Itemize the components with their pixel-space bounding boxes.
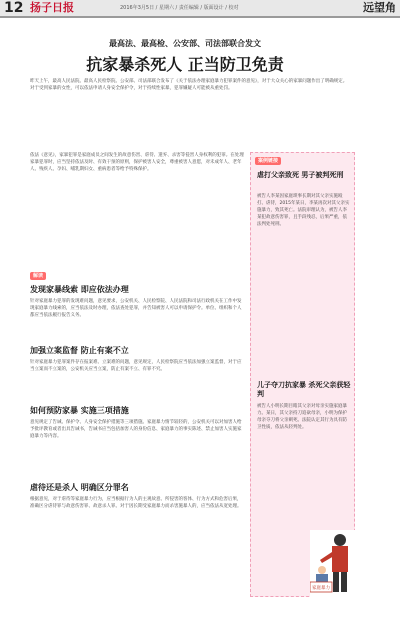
figure-head <box>334 534 346 546</box>
case-title-2: 儿子夺刀抗家暴 杀死父亲获轻判 <box>257 381 351 398</box>
case-text-1: 被告人李某因家庭琐事长期对其父亲实施殴打、虐待，2015年某日，李某再次对其父亲实施暴力，致其死亡。法院审理认为，被告人李某犯故意伤害罪，且手段残忍，后果严重，依法判处死刑。 <box>257 194 350 227</box>
section-text-1: 针对家庭暴力犯罪的发现难问题，意见要求，公安机关、人民检察院、人民法院和司法行政机关在工作中发现家庭暴力线索的，应当依法及时办理，依法查处犯罪，并告知被害人可以申请保护令。单位、组织和个人都应当依法履行报告义务。 <box>30 299 242 318</box>
section-heading-3: 如何预防家暴 实施三项措施 <box>30 406 129 415</box>
headline: 抗家暴杀死人 正当防卫免责 <box>86 55 284 74</box>
page-number: 12 <box>4 0 24 16</box>
section-heading-1: 发现家暴线索 即应依法办理 <box>30 285 129 294</box>
over-title: 最高法、最高检、公安部、司法部联合发文 <box>109 39 261 48</box>
section-name: 远望角 <box>363 1 396 14</box>
header-meta: 2016年3月5日 / 星期六 / 责任编辑 / 版面设计 / 校对 <box>120 5 239 11</box>
case-text-2: 被告人小明长期目睹其父亲对母亲实施家庭暴力。某日，其父亲持刀追砍母亲，小明为保护母亲夺刀将父亲刺死。法院认定其行为具有防卫性质，依法从轻判处。 <box>257 404 347 430</box>
section-heading-2: 加强立案监督 防止有案不立 <box>30 346 129 355</box>
figure-body <box>332 546 348 572</box>
section-text-3: 意见规定了告诫、保护令、人身安全保护措施等三项措施。家庭暴力情节较轻的，公安机关可以对加害人给予批评教育或者出具告诫书，告诫书应当包括加害人的身份信息、家庭暴力的事实陈述、禁止加害人实施家庭暴力等内容。 <box>30 420 242 439</box>
illustration-caption: 家庭暴力 <box>312 586 330 591</box>
section-label: 解读 <box>30 272 46 280</box>
section-heading-4: 虐待还是杀人 明确区分罪名 <box>30 483 129 492</box>
lead-paragraph: 昨天上午，最高人民法院、最高人民检察院、公安部、司法部联合发布了《关于依法办理家庭暴力犯罪案件的意见》，对于大众关心的家暴问题作出了明确规定。对于受到家暴的女性，可以依法申请人身安全保护令，对于持续性家暴，犯罪嫌疑人可能被从重处罚。 <box>30 79 348 91</box>
sidebar-label: 案例链接 <box>255 157 281 165</box>
domestic-violence-illustration <box>310 530 360 600</box>
intro-text: 依法《意见》，家暴犯罪是家庭成员之间发生的故意伤害、虐待、遗弃、杀害等侵害人身权利的犯罪。在处理家暴犯罪时，应当坚持依法及时、有效干预的原则，保护被害人安全，尊重被害人意愿，对未成年人、老年人、残疾人、孕妇、哺乳期妇女、重病患者等给予特殊保护。 <box>30 153 244 172</box>
section-text-2: 针对家庭暴力犯罪案件存在报案难、立案难的问题，意见规定，人民检察院应当依法加强立案监督，对于应当立案而不立案的，公安机关应当立案，防止有案不立、有罪不究。 <box>30 360 242 372</box>
newspaper-name: 扬子日报 <box>30 1 74 14</box>
section-text-4: 根据意见，对于虐待等家庭暴力行为，应当根据行为人的主观故意、所侵害的客体、行为方式和危害后果，准确区分虐待罪与故意伤害罪、故意杀人罪。对于因长期受家庭暴力而杀害施暴人的，应当依法从宽处理。 <box>30 497 242 509</box>
masthead <box>0 0 400 18</box>
case-title-1: 虐打父亲致死 男子被判死刑 <box>257 171 344 179</box>
